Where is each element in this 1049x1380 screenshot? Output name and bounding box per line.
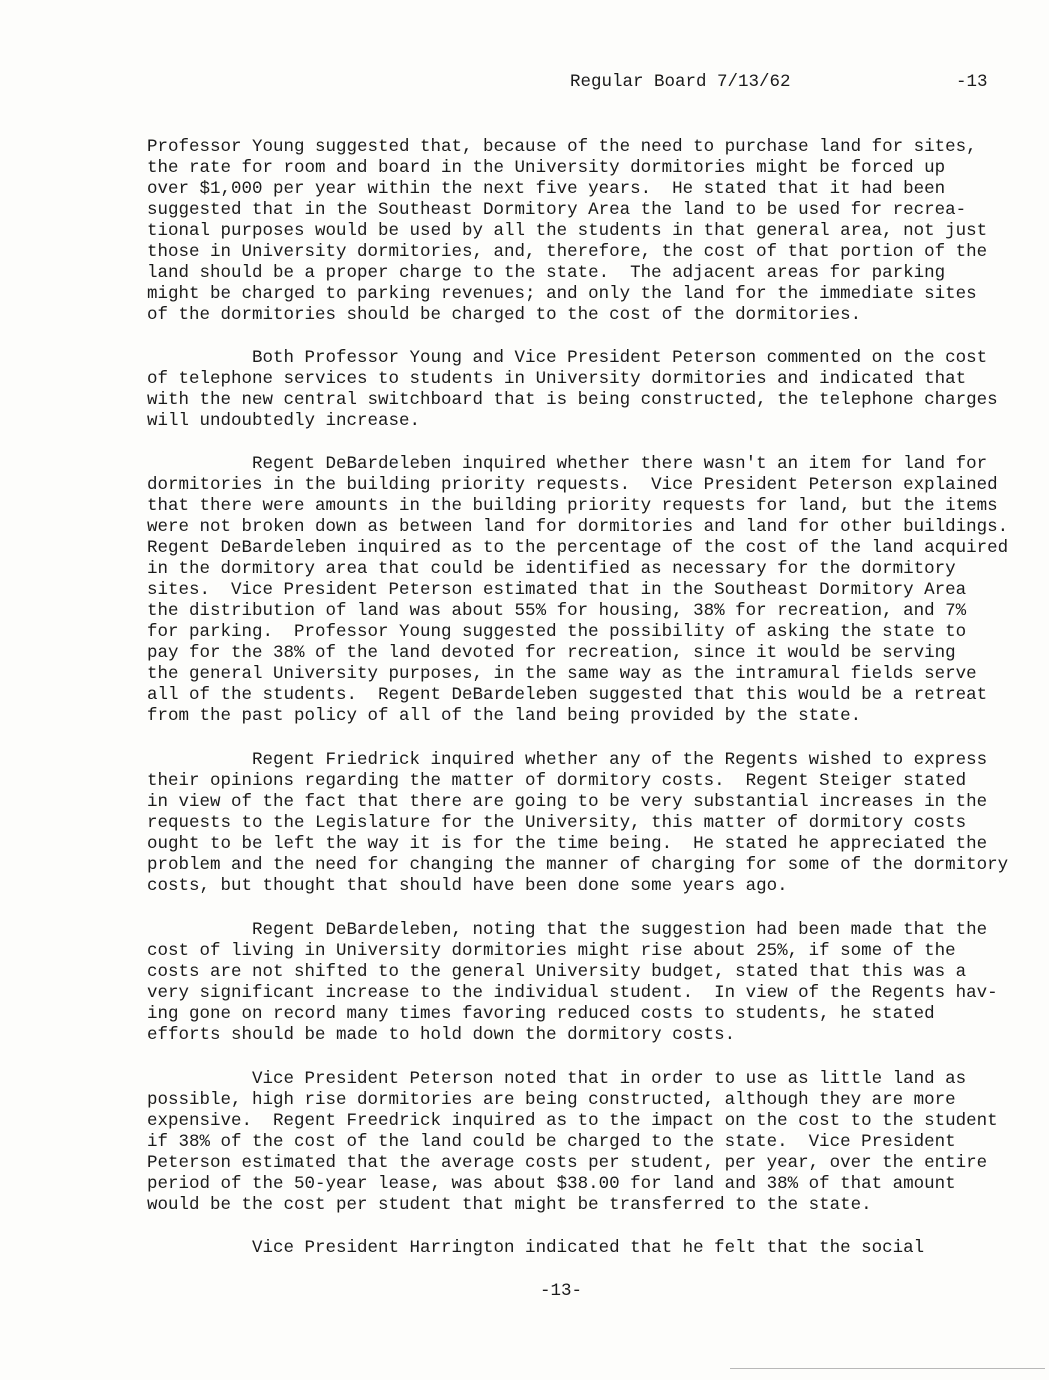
- text-line: period of the 50-year lease, was about $38.00 for land and 38% of that amount: [147, 1174, 956, 1194]
- text-line: Both Professor Young and Vice President Peterson commented on the cost: [147, 348, 988, 368]
- text-line: land should be a proper charge to the state. The adjacent areas for parking: [147, 263, 946, 283]
- text-line: costs, but thought that should have been done some years ago.: [147, 876, 788, 896]
- text-line: would be the cost per student that might be transferred to the state.: [147, 1195, 872, 1215]
- text-line: of telephone services to students in University dormitories and indicated that: [147, 369, 967, 389]
- text-line: possible, high rise dormitories are being constructed, although they are more: [147, 1090, 956, 1110]
- text-line: ing gone on record many times favoring reduced costs to students, he stated: [147, 1004, 935, 1024]
- page-header-number: -13: [956, 72, 988, 92]
- text-line: the general University purposes, in the same way as the intramural fields serve: [147, 664, 977, 684]
- text-line: sites. Vice President Peterson estimated that in the Southeast Dormitory Area: [147, 580, 967, 600]
- text-line: that there were amounts in the building priority requests for land, but the items: [147, 496, 998, 516]
- text-line: expensive. Regent Freedrick inquired as to the impact on the cost to the student: [147, 1111, 998, 1131]
- text-line: if 38% of the cost of the land could be charged to the state. Vice President: [147, 1132, 956, 1152]
- text-line: Regent DeBardeleben inquired as to the percentage of the cost of the land acquired: [147, 538, 1009, 558]
- text-line: Regent Friedrick inquired whether any of the Regents wished to express: [147, 750, 988, 770]
- text-line: Regent DeBardeleben, noting that the suggestion had been made that the: [147, 920, 988, 940]
- text-line: Vice President Peterson noted that in order to use as little land as: [147, 1069, 967, 1089]
- text-line: problem and the need for changing the manner of charging for some of the dormitory: [147, 855, 1009, 875]
- text-line: suggested that in the Southeast Dormitory Area the land to be used for recrea-: [147, 200, 967, 220]
- text-line: in view of the fact that there are going to be very substantial increases in the: [147, 792, 988, 812]
- text-line: from the past policy of all of the land being provided by the state.: [147, 706, 862, 726]
- text-line: were not broken down as between land for dormitories and land for other buildings.: [147, 517, 1009, 537]
- bottom-divider: [730, 1368, 1045, 1369]
- text-line: will undoubtedly increase.: [147, 411, 421, 431]
- text-line: might be charged to parking revenues; and only the land for the immediate sites: [147, 284, 977, 304]
- page-header-title: Regular Board 7/13/62: [570, 72, 791, 92]
- text-line: over $1,000 per year within the next five years. He stated that it had been: [147, 179, 946, 199]
- text-line: Peterson estimated that the average costs per student, per year, over the entire: [147, 1153, 988, 1173]
- text-line: costs are not shifted to the general University budget, stated that this was a: [147, 962, 967, 982]
- page-footer-number: -13-: [540, 1281, 583, 1301]
- text-line: ought to be left the way it is for the time being. He stated he appreciated the: [147, 834, 988, 854]
- text-line: the distribution of land was about 55% for housing, 38% for recreation, and 7%: [147, 601, 967, 621]
- text-line: for parking. Professor Young suggested the possibility of asking the state to: [147, 622, 967, 642]
- text-line: tional purposes would be used by all the students in that general area, not just: [147, 221, 988, 241]
- text-line: the rate for room and board in the University dormitories might be forced up: [147, 158, 946, 178]
- text-line: those in University dormitories, and, therefore, the cost of that portion of the: [147, 242, 988, 262]
- text-line: with the new central switchboard that is being constructed, the telephone charges: [147, 390, 998, 410]
- text-line: their opinions regarding the matter of dormitory costs. Regent Steiger stated: [147, 771, 967, 791]
- text-line: all of the students. Regent DeBardeleben suggested that this would be a retreat: [147, 685, 988, 705]
- text-line: efforts should be made to hold down the dormitory costs.: [147, 1025, 736, 1045]
- text-line: very significant increase to the individual student. In view of the Regents hav-: [147, 983, 998, 1003]
- text-line: Professor Young suggested that, because of the need to purchase land for sites,: [147, 137, 977, 157]
- text-line: pay for the 38% of the land devoted for recreation, since it would be serving: [147, 643, 956, 663]
- text-line: of the dormitories should be charged to the cost of the dormitories.: [147, 305, 862, 325]
- text-line: Vice President Harrington indicated that he felt that the social: [147, 1238, 925, 1258]
- text-line: in the dormitory area that could be identified as necessary for the dormitory: [147, 559, 956, 579]
- text-line: requests to the Legislature for the University, this matter of dormitory costs: [147, 813, 967, 833]
- text-line: Regent DeBardeleben inquired whether there wasn't an item for land for: [147, 454, 988, 474]
- text-line: dormitories in the building priority requests. Vice President Peterson explained: [147, 475, 998, 495]
- text-line: cost of living in University dormitories might rise about 25%, if some of the: [147, 941, 956, 961]
